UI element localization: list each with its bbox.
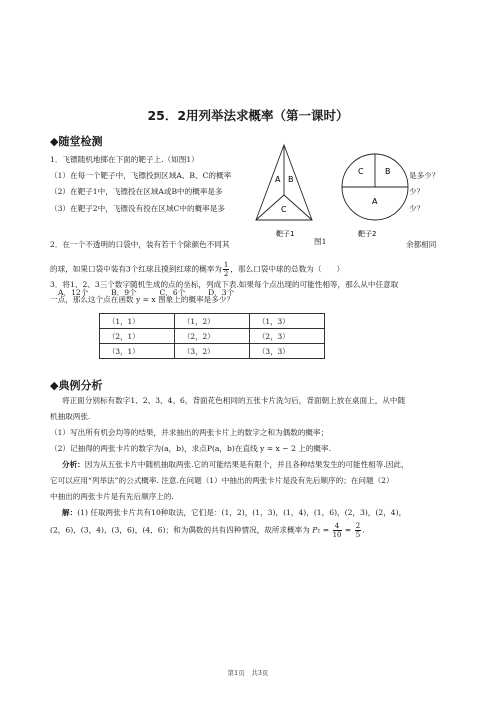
table-cell: （1，3） bbox=[250, 314, 325, 329]
example-paragraph-2: 机抽取两张. bbox=[50, 412, 91, 421]
coordinate-table bbox=[99, 313, 325, 359]
target-2-region-b: B bbox=[385, 167, 391, 176]
target-2-region-a: A bbox=[372, 197, 378, 206]
analysis-line-3: 中抽出的两张卡片是有先后顺序上的. bbox=[50, 492, 174, 501]
target-1-label: 靶子1 bbox=[276, 230, 295, 238]
table-cell: （3，1） bbox=[100, 344, 175, 359]
table-cell: （3，3） bbox=[250, 344, 325, 359]
q3-line-1: 3．将1、2、3三个数字随机生成的点的坐标，列成下表.如果每个点出现的可能性相等，那么从中任意取 bbox=[50, 280, 399, 289]
solution-label: 解： bbox=[62, 508, 78, 517]
q2-line-2: 的球，如果口袋中装有3个红球且摸到红球的概率为 $\frac{1}{2}$ ，那么口袋中球的总数为（ ） bbox=[50, 261, 345, 278]
table-cell: （2，2） bbox=[175, 329, 250, 344]
section-heading-practice: ◆随堂检测 bbox=[50, 135, 103, 148]
solution-line-1: 解：(1) 任取两张卡片共有10种取法，它们是：(1，2)，(1，3)，(1，4)，(1，6)，(2，3)，(2，4)， bbox=[62, 508, 407, 517]
figure-caption: 图1 bbox=[314, 237, 327, 246]
table-cell: （3，2） bbox=[175, 344, 250, 359]
table-cell: （2，3） bbox=[250, 329, 325, 344]
target-1-region-c: C bbox=[281, 205, 287, 214]
example-paragraph-1: 将正面分别标有数字1、2、3、4、6，背面花色相同的五张卡片洗匀后，背面朝上放在桌面上，从中随 bbox=[62, 396, 406, 405]
q2-fraction: $\frac{1}{2}$ bbox=[223, 261, 229, 278]
probability-symbol: P₁ = bbox=[312, 525, 330, 535]
target-2-label: 靶子2 bbox=[358, 230, 377, 238]
analysis-label: 分析： bbox=[62, 460, 85, 469]
table-cell: （1，2） bbox=[175, 314, 250, 329]
target-1-region-b: B bbox=[288, 175, 294, 184]
q1-line-2-end: 少？ bbox=[409, 187, 425, 196]
q3-line-2: 一点，那么这个点在函数 y = x 图象上的概率是多少？ bbox=[50, 295, 235, 304]
q1-line-1: （1）在每一个靶子中，飞镖投到区域A、B、C的概率 bbox=[50, 171, 232, 180]
analysis-line-2: 它可以应用“列举法”的公式概率. 注意.在问题（1）中抽出的两张卡片是没有先后顺序的；在问题（2） bbox=[50, 476, 394, 485]
q1-line-3: （3）在靶子2中，飞镖没有投在区域C中的概率是多 bbox=[50, 204, 225, 213]
q1-line-1-end: 是多少？ bbox=[409, 171, 440, 180]
example-sub-1: （1）写出所有机会均等的结果，并求抽出的两张卡片上的数字之和为偶数的概率； bbox=[50, 428, 329, 437]
page-footer: 第1页 共3页 bbox=[227, 669, 269, 677]
probability-fraction-1: $\frac{4}{10}$ bbox=[332, 522, 342, 539]
analysis-line-1: 分析：因为从五张卡片中随机抽取两张.它的可能结果是有限个，并且各种结果发生的可能性相等.因此， bbox=[62, 460, 409, 469]
q2-line-1: 2．在一个不透明的口袋中，装有若干个除颜色不同其 bbox=[50, 240, 230, 249]
solution-line-2: (2，6)，(3，4)，(3，6)，(4，6)；和为偶数的共有四种情况，故所求概率为 P₁ = $\frac{4}{10}$ = $\frac{2}{5}$ . bbox=[50, 522, 365, 539]
section-heading-examples: ◆典例分析 bbox=[50, 379, 103, 392]
q2-options: A．12个 B．9个 C．6个 D．3个 bbox=[58, 288, 235, 297]
table-row bbox=[100, 329, 325, 344]
target-2-region-c: C bbox=[358, 167, 364, 176]
table-cell: （1，1） bbox=[100, 314, 175, 329]
figure-targets bbox=[254, 140, 414, 250]
target-1-region-a: A bbox=[275, 175, 281, 184]
target-1 bbox=[256, 145, 312, 238]
q1-line-2: （2）在靶子1中，飞镖投在区域A或B中的概率是多 bbox=[50, 187, 223, 196]
example-sub-2: （2）记抽得的两张卡片的数字为(a，b)，求点P(a，b)在直线 y = x − 2 上的概率. bbox=[50, 444, 332, 453]
table-row bbox=[100, 314, 325, 329]
q1-intro: 1．飞镖随机地掷在下面的靶子上.（如图1） bbox=[50, 155, 199, 164]
q2-line-1-end: 余都相同 bbox=[406, 240, 437, 249]
target-2 bbox=[342, 154, 408, 238]
q1-line-3-end: 少？ bbox=[409, 204, 425, 213]
table-row bbox=[100, 344, 325, 359]
table-cell: （2，1） bbox=[100, 329, 175, 344]
probability-fraction-2: $\frac{2}{5}$ bbox=[355, 522, 361, 539]
page-title: 25．2用列举法求概率（第一课时） bbox=[147, 108, 349, 123]
